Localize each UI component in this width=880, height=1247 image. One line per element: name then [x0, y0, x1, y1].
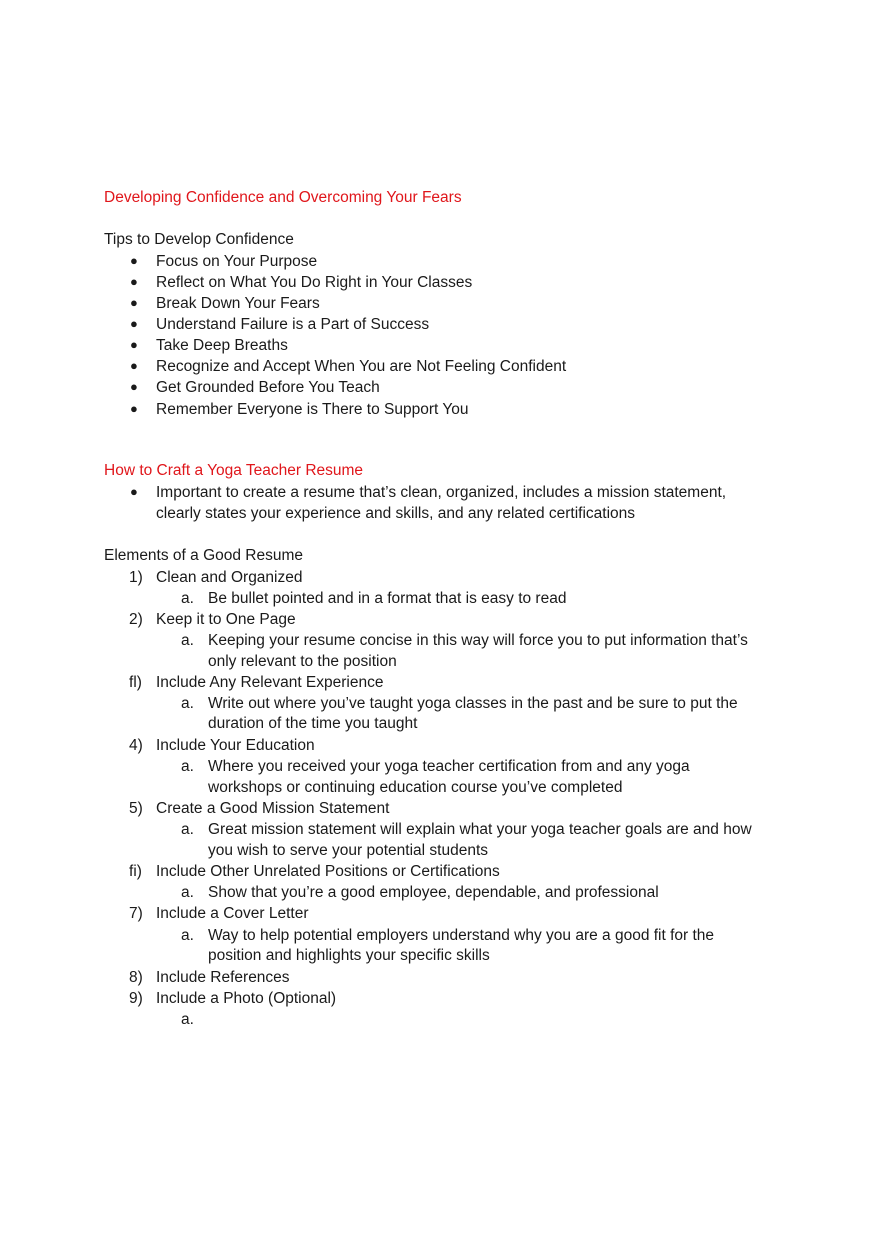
sub-item-letter: a. [181, 927, 194, 944]
bullet-icon: ● [130, 337, 138, 352]
sub-item-letter: a. [181, 1011, 194, 1028]
sub-item-continued: duration of the time you taught [208, 715, 418, 732]
sub-item-letter: a. [181, 590, 194, 607]
list-item: Clean and Organized [156, 569, 303, 586]
sub-item-continued: you wish to serve your potential students [208, 842, 489, 859]
sub-item-letter: a. [181, 758, 194, 775]
bullet-icon: ● [130, 358, 138, 373]
list-item: Get Grounded Before You Teach [156, 379, 380, 396]
list-item: Take Deep Breaths [156, 337, 288, 354]
sub-item: Show that you’re a good employee, dependable, and professional [208, 884, 659, 901]
item-number: ﬂ) [129, 674, 142, 691]
bullet-icon: ● [130, 295, 138, 310]
sub-item: Keeping your resume concise in this way will force you to put information that’s [208, 632, 748, 649]
sub-item: Be bullet pointed and in a format that is easy to read [208, 590, 567, 607]
list-item: Keep it to One Page [156, 611, 296, 628]
sub-item: Write out where you’ve taught yoga classes in the past and be sure to put the [208, 695, 738, 712]
sub-item-letter: a. [181, 632, 194, 649]
item-number: 8) [129, 969, 143, 986]
sub-item-letter: a. [181, 884, 194, 901]
sub-item-continued: workshops or continuing education course you’ve completed [208, 779, 623, 796]
resume-intro-line-2: clearly states your experience and skills, and any related certifications [156, 505, 636, 522]
sub-item-continued: position and highlights your specific skills [208, 947, 490, 964]
item-number: 2) [129, 611, 143, 628]
section-heading-confidence: Developing Confidence and Overcoming Your Fears [104, 189, 462, 206]
list-item: Break Down Your Fears [156, 295, 320, 312]
resume-intro-line-1: Important to create a resume that’s clean, organized, includes a mission statement, [156, 484, 727, 501]
bullet-icon: ● [130, 401, 138, 416]
sub-item-letter: a. [181, 821, 194, 838]
sub-item: Way to help potential employers understand why you are a good fit for the [208, 927, 715, 944]
list-item: Remember Everyone is There to Support You [156, 401, 469, 418]
item-number: 4) [129, 737, 143, 754]
bullet-icon: ● [130, 274, 138, 289]
item-number: 1) [129, 569, 143, 586]
bullet-icon: ● [130, 484, 138, 499]
bullet-icon: ● [130, 379, 138, 394]
tips-subheading: Tips to Develop Confidence [104, 231, 294, 248]
list-item: Include a Cover Letter [156, 905, 309, 922]
list-item: Focus on Your Purpose [156, 253, 318, 270]
list-item: Include Any Relevant Experience [156, 674, 384, 691]
item-number: 7) [129, 905, 143, 922]
elements-heading: Elements of a Good Resume [104, 547, 304, 564]
list-item: Reflect on What You Do Right in Your Classes [156, 274, 473, 291]
bullet-icon: ● [130, 253, 138, 268]
item-number: ﬁ) [129, 863, 142, 880]
sub-item: Where you received your yoga teacher certification from and any yoga [208, 758, 690, 775]
list-item: Recognize and Accept When You are Not Feeling Confident [156, 358, 567, 375]
list-item: Include References [156, 969, 290, 986]
item-number: 5) [129, 800, 143, 817]
sub-item-continued: only relevant to the position [208, 653, 397, 670]
bullet-icon: ● [130, 316, 138, 331]
item-number: 9) [129, 990, 143, 1007]
list-item: Include a Photo (Optional) [156, 990, 337, 1007]
list-item: Understand Failure is a Part of Success [156, 316, 430, 333]
sub-item-letter: a. [181, 695, 194, 712]
section-heading-resume: How to Craft a Yoga Teacher Resume [104, 462, 364, 479]
sub-item: Great mission statement will explain what your yoga teacher goals are and how [208, 821, 752, 838]
list-item: Include Other Unrelated Positions or Certifications [156, 863, 500, 880]
list-item: Include Your Education [156, 737, 315, 754]
list-item: Create a Good Mission Statement [156, 800, 390, 817]
